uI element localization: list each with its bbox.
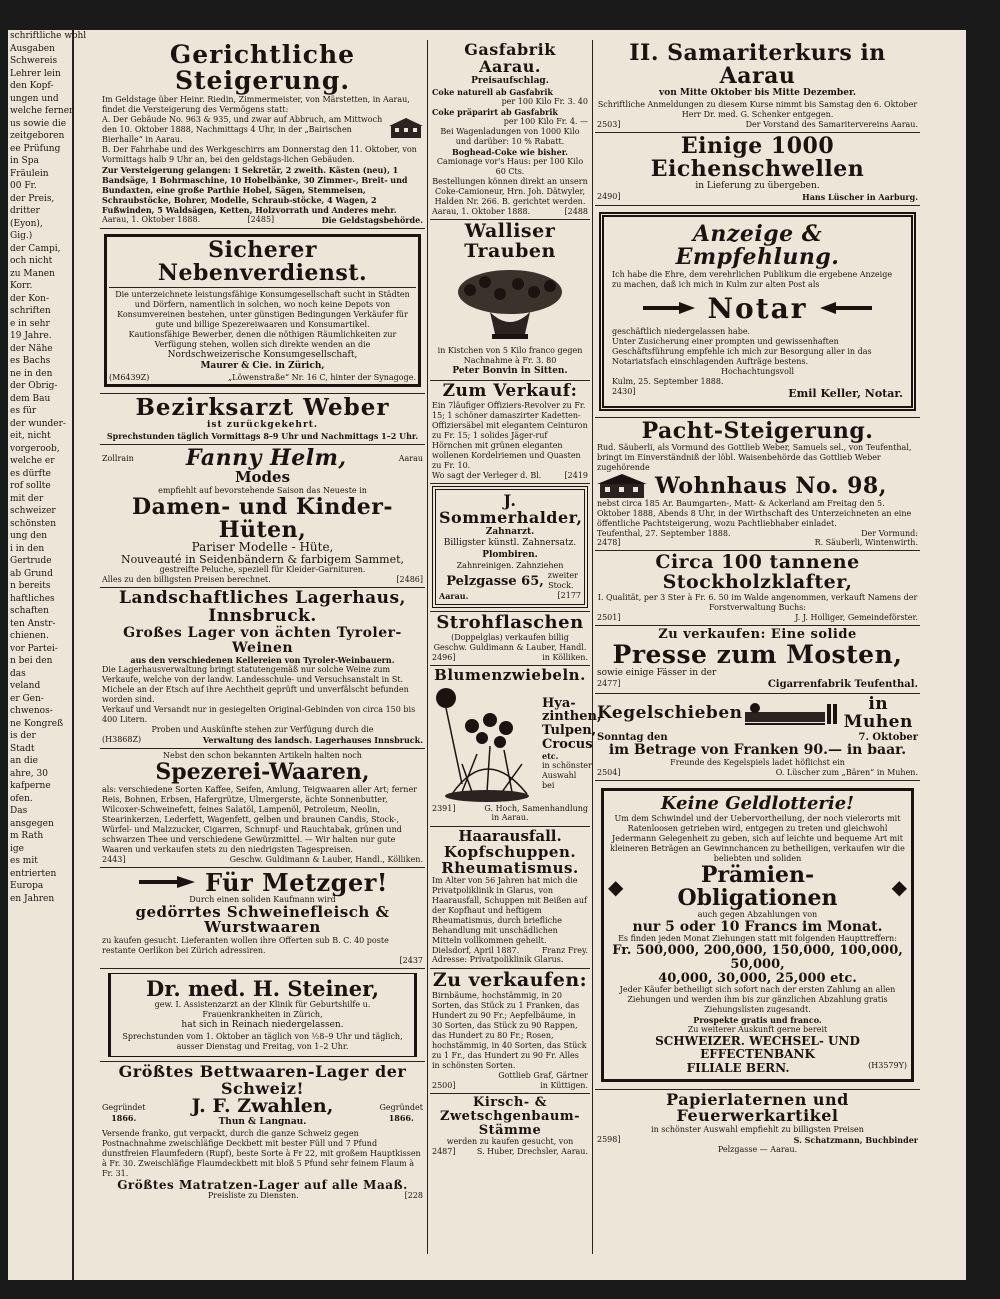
prev-column-line: ung den — [10, 531, 48, 541]
ad-gasfabrik — [430, 40, 590, 220]
ad-text: Proben und Auskünfte stehen zur Verfügung durch die — [151, 725, 374, 735]
ad-ref: [2419 — [564, 471, 588, 481]
ad-year: 1866. — [388, 1113, 414, 1124]
ad-title: in Muhen — [843, 694, 913, 733]
prev-column-line: e in sehr — [10, 318, 50, 329]
prev-column-line: Europa — [10, 881, 44, 891]
ad-text: Gegründet — [379, 1103, 423, 1113]
ad-text: Wo sagt der Verleger d. Bl. — [432, 471, 542, 481]
ad-text: Ich habe die Ehre, dem verehrlichen Publikum die ergebene Anzeige zu machen, daß ich mich in Kulm zur alten Post als — [612, 269, 893, 289]
ad-title: Haarausfall. — [458, 827, 562, 846]
ad-text: nebst circa 185 Ar. Baumgarten-, Matt- & Ackerland am Freitag den 5. Oktober 1888, Abends 8 Uhr, in der Wirthschaft des Unterzeichneten an eine öffentliche Pachtsteigerung, wozu Pachtliebhaber einladet. — [597, 499, 912, 529]
ad-ref: 2477] — [597, 679, 621, 689]
prev-column-line: chwenos- — [10, 706, 53, 716]
prev-column-line: dem Bau — [10, 393, 51, 404]
ad-text: hat sich in Reinach niedergelassen. — [181, 1020, 344, 1031]
prev-column-line: Stadt — [10, 743, 35, 754]
prev-column-line: Fräulein — [10, 168, 49, 179]
prev-column-line: der Kon- — [10, 293, 49, 304]
ad-bank: FILIALE BERN. — [686, 1060, 790, 1075]
ad-text: Bei Wagenladungen von 1000 Kilo und darüber: 10 % Rabatt. — [440, 127, 580, 147]
ad-zu-verkaufen-baeume — [430, 969, 590, 1094]
house-icon — [597, 473, 647, 499]
ad-text: Preisliste zu Diensten. — [207, 1191, 299, 1201]
ad-text: Im Geldstage über Heinr. Riedin, Zimmermeister, von Märstetten, in Aarau, findet die Versteigerung des Vermögens statt: — [102, 94, 410, 114]
ad-text: Billigster künstl. Zahnersatz. — [443, 538, 577, 549]
ad-text: A. Der Gebäude No. 963 & 935, und zwar auf Abbruch, am Mittwoch den 10. Oktober 1888, Nachmittags 4 Uhr, in der „Bairischen Bierhalle“ in Aarau. — [102, 114, 383, 144]
column-right — [595, 40, 920, 1254]
prev-column-line: es für — [10, 406, 37, 416]
ad-title: II. Samariterkurs in Aarau — [629, 40, 886, 90]
ad-firm: Maurer & Cie. in Zürich, — [200, 361, 325, 372]
pointing-hand-right-icon — [641, 299, 697, 317]
prev-column-line: das — [10, 668, 26, 679]
ad-item: Hya- — [542, 695, 576, 711]
ad-text: Sonntag den — [597, 732, 668, 743]
ad-ref: 2503] — [597, 119, 621, 129]
prev-column-line: ab Grund — [10, 568, 53, 579]
ad-samariterkurs — [595, 40, 920, 133]
ad-title: Landschaftliches Lagerhaus, Innsbruck. — [119, 588, 406, 627]
ad-headline: Notar — [707, 291, 808, 325]
ad-kegelschieben — [595, 694, 920, 780]
prev-column-line: dritter — [10, 206, 40, 216]
prev-column-line: schweizer — [10, 506, 56, 516]
ad-text: Sprechstunden täglich Vormittags 8–9 Uhr und Nachmittags 1–2 Uhr. — [106, 431, 419, 442]
ad-title: Spezerei-Waaren, — [155, 759, 370, 786]
ad-title: Dr. med. H. Steiner, — [146, 976, 379, 1002]
prev-column-line: den Kopf- — [10, 81, 54, 91]
ad-text: aus den verschiedenen Kellereien von Tyroler-Weinbauern. — [130, 655, 395, 666]
ad-text: geschäftlich niedergelassen habe. — [612, 326, 751, 336]
column-rule — [592, 40, 593, 1254]
prev-column-line: der Nähe — [10, 343, 53, 354]
ad-text: Schriftliche Anmeldungen zu diesem Kurse nimmt bis Samstag den 6. Oktober Herr Dr. med. G. Schenker entgegen. — [597, 99, 918, 119]
ad-kirsch-staemme — [430, 1094, 590, 1159]
pointing-hand-icon — [137, 872, 197, 892]
prev-column-line: haftliches — [10, 593, 55, 604]
ad-title: Keine Geldlotterie! — [660, 792, 855, 814]
ad-text: in schönster Auswahl — [542, 761, 592, 781]
flowers-icon — [432, 684, 542, 804]
ad-amounts: 40,000, 30,000, 25,000 etc. — [658, 970, 857, 986]
prev-column-line: chienen. — [10, 631, 49, 641]
ad-dr-steiner — [100, 969, 425, 1062]
prev-column-line: 00 Fr. — [10, 181, 37, 191]
ad-title: Kopfschuppen. — [443, 842, 577, 861]
ad-item: etc. — [542, 751, 559, 762]
prev-column-line: welche ferner — [10, 106, 74, 116]
ad-title: Circa 100 tannene Stockholzklafter, — [655, 551, 860, 593]
bowling-alley-icon — [743, 700, 839, 728]
ad-text: Nouveauté in Seidenbändern & farbigem Sammet, — [120, 552, 405, 566]
ad-ref: [2486] — [396, 575, 423, 585]
prev-column-line: (Eyon), — [10, 218, 43, 229]
ad-nebenverdienst — [100, 229, 425, 393]
prev-column-line: veland — [10, 681, 41, 691]
ad-strohflaschen — [430, 612, 590, 666]
ad-haarausfall — [430, 827, 590, 969]
ad-title: Strohflaschen — [436, 612, 584, 634]
ad-place: Thun & Langnau. — [218, 1117, 307, 1128]
ad-item: zinthen, — [542, 709, 602, 725]
ad-ref: 2430] — [612, 386, 636, 396]
ad-signature: Geschw. Guldimann & Lauber, Handl. — [433, 643, 587, 653]
ad-headline: Wohnhaus No. 98, — [655, 472, 887, 499]
ad-subtitle: Zahnarzt. — [485, 526, 535, 537]
ad-year: 1866. — [111, 1113, 137, 1124]
ad-title: Gasfabrik Aarau. — [464, 40, 556, 76]
ad-address: „Löwenstraße“ Nr. 16 C, hinter der Synagoge. — [228, 372, 416, 382]
ad-text: bei — [542, 781, 555, 791]
ad-text: Prospekte gratis und franco. — [693, 1015, 822, 1026]
grapes-basket-icon — [450, 262, 570, 342]
ad-address: Adresse: Privatpoliklinik Glarus. — [432, 955, 564, 965]
ad-place: Aarau. — [439, 591, 469, 602]
ad-signature: Cigarrenfabrik Teufenthal. — [767, 679, 918, 691]
prev-column-line: der wunder- — [10, 418, 66, 429]
ad-ref: [228 — [404, 1191, 423, 1201]
ad-text: (Doppelglas) verkaufen billig — [451, 633, 569, 643]
ad-text: I. Qualität, per 3 Ster à Fr. 6. 50 im Walde angenommen, verkauft Namens der Forstverwaltung Buchs: — [597, 592, 918, 612]
pointing-hand-left-icon — [818, 299, 874, 317]
ad-place: in Küttigen. — [540, 1081, 588, 1091]
prev-column-line: Korr. — [10, 281, 33, 291]
ad-signature: O. Lüscher zum „Bären“ in Muhen. — [775, 767, 918, 777]
ad-text: Zahnreinigen. Zahnziehen — [456, 561, 564, 571]
prev-column-line: es Bachs — [10, 356, 51, 366]
ad-text: Birnbäume, hochstämmig, in 20 Sorten, das Stück zu 1 Franken, das Hundert zu 90 Fr.; Aepfelbäume, in 30 Sorten, das Stück zu 90 Rappen, das Hundert zu 80 Fr.; Rosen, hochstämmig, in 40 Sorten, das Stück zu 1 Fr., das Hundert zu 90 Fr. Alles in schönsten Sorten. — [432, 991, 587, 1071]
ad-title: Gerichtliche Steigerung. — [169, 40, 356, 96]
prev-column-line: Lehrer lein — [10, 68, 61, 79]
ad-ref: (M6439Z) — [109, 372, 150, 382]
column-left — [100, 40, 425, 1254]
ad-title: Pacht-Steigerung. — [641, 417, 874, 444]
prev-column-line: ahre, 30 — [10, 768, 48, 779]
ad-ref: [2488 — [564, 207, 588, 217]
previous-page-column — [8, 30, 87, 1280]
ad-subtitle: in Lieferung zu übergeben. — [695, 180, 820, 191]
prev-column-line: is der — [10, 731, 36, 741]
ad-ref: 2501] — [597, 612, 621, 622]
ad-headline: Prämien-Obligationen — [677, 861, 838, 911]
ad-praemien-obligationen — [595, 781, 920, 1090]
ad-text: Die Lagerhausverwaltung bringt statutengemäß nur solche Weine zum Verkaufe, welche von der landw. Landesschule- und Versuchsanstalt in St. Michele an der Etsch auf ihre Aechtheit geprüft und unverfälscht befunden worden sind. — [102, 665, 409, 705]
ad-date: 7. Oktober — [858, 732, 918, 743]
prev-column-line: kafperne — [10, 781, 51, 791]
prev-column-line: Gertrude — [10, 556, 52, 566]
ad-bettwaaren-lager — [100, 1062, 425, 1204]
ad-text: gestreifte Peluche, speziell für Kleider-Garnituren. — [159, 565, 366, 575]
ad-headline: im Betrage von Franken 90.— in baar. — [608, 742, 907, 758]
prev-column-line: n bereits — [10, 581, 51, 591]
prev-column-line: en Jahren — [10, 893, 55, 904]
ad-lagerhaus-innsbruck — [100, 588, 425, 749]
ad-ref: 2496] — [432, 653, 456, 663]
ad-subtitle: von Mitte Oktober bis Mitte Dezember. — [658, 88, 857, 99]
ad-title: J. Sommerhalder, — [439, 491, 583, 528]
ad-title: Fanny Helm, — [185, 445, 347, 472]
prev-column-line: in Spa — [10, 156, 39, 166]
ad-address: Pelzgasse 65, — [446, 573, 544, 589]
ad-title: Sicherer Nebenverdienst. — [157, 236, 368, 286]
ad-place: in Aarau. — [491, 813, 529, 823]
ad-place: Aarau — [398, 453, 423, 463]
ad-text: werden zu kaufen gesucht, von — [446, 1137, 574, 1147]
prev-column-line: Das — [10, 806, 28, 816]
ad-blumenzwiebeln — [430, 666, 602, 827]
ad-title: Anzeige & Empfehlung. — [675, 221, 840, 271]
ad-title: Zu verkaufen: — [432, 969, 588, 992]
prev-column-line: mit der — [10, 493, 44, 504]
ad-signature: Peter Bonvin in Sitten. — [452, 365, 568, 376]
ad-place: Aarau, 1. Oktober 1888. — [432, 207, 531, 217]
ad-text: Versende franko, gut verpackt, durch die ganze Schweiz gegen Postnachnahme zweischläfige Deckbett mit bester Füll und 7 Pfund dunstfreien Flaumfedern (Rupf), beste Sorte à Fr 22, mit großem Hauptkissen à Fr. 30. Zweischläfige Flaumdeckbett mit bloß 5 Pfund sehr feinem Flaum à Fr. 31. — [102, 1128, 421, 1178]
prev-column-line: 19 Jahre. — [10, 331, 52, 341]
ad-ref: 2443] — [102, 854, 126, 864]
ad-ref: [2437 — [399, 956, 423, 966]
ad-fuer-metzger — [100, 868, 425, 970]
ad-ref: 2598] — [597, 1135, 621, 1145]
ad-price: per 100 Kilo Fr. 3. 40 — [501, 97, 588, 107]
ad-subtitle: Preisaufschlag. — [471, 75, 549, 86]
prev-column-line: rof sollte — [10, 481, 51, 491]
ad-text: Alles zu den billigsten Preisen berechnet. — [102, 575, 271, 585]
ad-text: Coke präparirt ab Gasfabrik — [432, 107, 558, 118]
ad-papierlaternen — [595, 1090, 920, 1159]
ad-signature: Die Geldstagsbehörde. — [321, 214, 423, 225]
ad-text: Plombiren. — [482, 549, 538, 560]
ad-text: Coke naturell ab Gasfabrik — [432, 87, 553, 98]
ad-presse-zum-mosten — [595, 626, 920, 694]
prev-column-line: m Rath — [10, 831, 44, 841]
ad-title: Walliser Trauben — [464, 220, 556, 263]
ad-ref: (H3868Z) — [102, 735, 142, 745]
prev-column-line: och nicht — [10, 256, 53, 266]
ad-amounts: Fr. 500,000, 200,000, 150,000, 100,000, 50,000, — [612, 943, 903, 973]
prev-column-line: i in den — [10, 543, 45, 554]
ad-subtitle: Großes Lager von ächten Tyroler-Weinen — [123, 625, 402, 656]
prev-column-line: eit, nicht — [10, 431, 51, 441]
ad-zahnarzt — [430, 484, 590, 612]
ad-text: Pariser Modelle - Hüte, — [191, 540, 334, 555]
ad-text: Zur Versteigerung gelangen: 1 Sekretär, 2 zweith. Kästen (neu), 1 Bandsäge, 1 Bohrmaschine, 10 Hobelbänke, 30 Zimmer-, Breit- und Bundaxten, eine große Parthie Hobel, Sägen, Stemmeisen, Schraubstöcke, Bohrer, Modelle, Schraub-stöcke, 4 Wagen, 2 Fußwinden, 5 Waldsägen, Ketten, Holzvorrath und Anderes mehr. — [102, 164, 408, 215]
prev-column-line: schönsten — [10, 518, 57, 529]
prev-column-line: er Gen- — [10, 693, 44, 704]
ad-headline: gedörrtes Schweinefleisch & Wurstwaaren — [135, 902, 390, 937]
prev-column-line: schriftliche wohl — [10, 31, 87, 41]
ad-text: zu kaufen gesucht. Lieferanten wollen ihre Offerten sub B. C. 40 poste restante Oerlikon bei Zürich adressiren. — [102, 936, 389, 956]
ad-text: Jeder Käufer betheiligt sich sofort nach der ersten Zahlung an allen Ziehungen und werden ihm bis zur gänzlichen Abzahlung gratis Ziehungslisten zugesandt. — [619, 985, 896, 1015]
ad-signature: G. Hoch, Samenhandlung — [484, 804, 588, 814]
ad-signature: S. Schatzmann, Buchbinder — [793, 1135, 918, 1146]
ad-text: Sprechstunden vom 1. Oktober an täglich von ½8–9 Uhr und täglich, ausser Dienstag und Freitag, von 1–2 Uhr. — [122, 1031, 403, 1051]
prev-column-line: ee Prüfung — [10, 143, 61, 154]
ad-signature: Verwaltung des landsch. Lagerhauses Innsbruck. — [202, 735, 423, 746]
ad-text: sowie einige Fässer in der — [597, 667, 717, 678]
ad-text: Der Vormund: — [861, 529, 918, 539]
ad-signature: Emil Keller, Notar. — [788, 386, 903, 400]
ad-ref: [2177 — [557, 591, 581, 601]
ad-pacht-steigerung — [595, 418, 920, 551]
ad-gerichtliche-steigerung — [100, 40, 425, 229]
building-icon — [389, 117, 423, 139]
ad-title: Für Metzger! — [205, 867, 388, 897]
ad-signature: S. Huber, Drechsler, Aarau. — [476, 1147, 588, 1157]
ad-walliser-trauben — [430, 220, 590, 381]
ad-ref: 2478] — [597, 538, 621, 548]
ad-text: Bestellungen können direkt an unsern Coke-Camioneur, Hrn. Joh. Dätwyler, Halden Nr. 266. B. gerichtet werden. — [432, 177, 588, 207]
ad-address: Zollrain — [102, 453, 134, 463]
ad-text: Ein 7läufiger Offiziers-Revolver zu Fr. 15; 1 schöner damaszirter Kadetten-Offiziersäbel mit elegantem Ceinturon zu Fr. 15; 1 solides Jäger-ruf Hörnchen mit grünen eleganten wollenen Kordelriemen und Quasten zu Fr. 10. — [432, 401, 588, 471]
ad-zum-verkauf — [430, 381, 590, 484]
prev-column-line: der Preis, — [10, 193, 55, 204]
ad-signature: J. J. Holliger, Gemeindeförster. — [795, 612, 918, 622]
ad-title: Zum Verkauf: — [442, 381, 578, 402]
ad-ref: [2485] — [247, 214, 275, 224]
ad-text: Nebst den schon bekannten Artikeln halten noch — [163, 751, 362, 761]
ad-text: auch gegen Abzahlungen von — [697, 909, 818, 919]
prev-column-line: welche er — [10, 456, 55, 466]
prev-column-line: ansgegen — [10, 818, 54, 829]
ad-text: Im Alter von 56 Jahren hat mich die Privatpoliklinik in Glarus, von Haarausfall, Schuppen mit Beißen auf der Kopfhaut und heftigem Rheumatismus, durch briefliche Behandlung mit unschädlichen Mitteln vollkommen geheilt. — [432, 876, 587, 946]
ad-text: Camionage vor's Haus: per 100 Kilo 60 Cts. — [436, 157, 584, 177]
ad-firm: J. F. Zwahlen, — [191, 1095, 334, 1118]
ad-text: B. Der Fahrhabe und des Werkgeschirrs am Donnerstag den 11. Oktober, von Vormittags halb 9 Uhr an, bei den geldstags-lichen Gebäuden. — [102, 144, 417, 164]
prev-column-line: es dürfte — [10, 468, 51, 479]
ad-place: Teufenthal, 27. September 1888. — [597, 529, 731, 539]
ad-place: Kulm, 25. September 1888. — [612, 376, 724, 386]
ad-text: zweiter Stock. — [547, 571, 578, 591]
ad-title: Kirsch- & Zwetschgenbaum-Stämme — [439, 1095, 581, 1138]
ad-title: Presse zum Mosten, — [612, 639, 903, 669]
diamond-icon: ◆ — [891, 874, 907, 899]
prev-column-line: n bei den — [10, 656, 53, 666]
ad-ref: 2391] — [432, 804, 456, 814]
prev-column-line: der Obrig- — [10, 381, 58, 391]
ad-text: Rud. Säuberli, als Vormund des Gottlieb Weber, Samuels sel., von Teufenthal, bringt im Einverständniß der löbl. Waisenbehörde das Gottlieb Weber zugehörende — [597, 443, 912, 473]
ad-signature: Geschw. Guldimann & Lauber, Handl., Kölliken. — [229, 854, 423, 864]
ad-text: ist zurückgekehrt. — [207, 419, 318, 430]
ad-title: Bezirksarzt Weber — [135, 393, 390, 421]
ad-text: empfiehlt auf bevorstehende Saison das Neueste in — [158, 486, 367, 496]
ad-ref: 2487] — [432, 1147, 456, 1157]
ad-text: Boghead-Coke wie bisher. — [452, 147, 568, 158]
ad-ref: 2490] — [597, 192, 621, 202]
ad-text: gew. I. Assistenzarzt an der Klinik für Geburtshilfe u. Frauenkrankheiten in Zürich, — [154, 1000, 371, 1020]
ad-headline: Größtes Matratzen-Lager auf alle Maaß. — [117, 1177, 408, 1192]
ad-address: Pelzgasse — Aarau. — [717, 1145, 798, 1155]
prev-column-line: zeitgeboren — [10, 131, 65, 141]
prev-column-line: schriften — [10, 306, 51, 316]
prev-column-line: Schwereis — [10, 56, 58, 66]
ad-text: Hochachtungsvoll — [720, 366, 795, 376]
ad-bezirksarzt — [100, 393, 425, 446]
ad-title: Größtes Bettwaaren-Lager der Schweiz! — [118, 1061, 407, 1098]
prev-column-line: ne in den — [10, 368, 53, 379]
ad-title: Papierlaternen und Feuerwerkartikel — [666, 1089, 849, 1126]
ad-text: Zu weiterer Auskunft gerne bereit — [687, 1025, 828, 1035]
ad-text: Es finden jeden Monat Ziehungen statt mit folgenden Haupttreffern: — [618, 934, 897, 944]
ad-text: in schönster Auswahl empfiehlt zu billigsten Preisen — [651, 1125, 864, 1135]
prev-column-line: entrierten — [10, 868, 57, 879]
ad-ref: 2504] — [597, 767, 621, 777]
ad-text: in Kistchen von 5 Kilo franco gegen Nachnahme à Fr. 3. 80 — [437, 345, 583, 365]
prev-column-line: ten Anstr- — [10, 618, 56, 629]
ad-ref: 2500] — [432, 1081, 456, 1091]
prev-column-line: ofen. — [10, 793, 33, 804]
ad-signature: R. Säuberli, Wintenwirth. — [814, 538, 918, 548]
ad-text: Um dem Schwindel und der Uebervortheilung, der noch vielerorts mit Ratenloosen getrieben wird, entgegen zu treten und gleichwohl Jedermann Gelegenheit zu geben, sich auf leichte und bequeme Art mit kleineren Beträgen an Gewinnchancen zu betheiligen, verkaufen wir die beliebten und soliden — [610, 813, 905, 863]
ad-text: als: verschiedene Sorten Kaffee, Seifen, Amlung, Teigwaaren aller Art; ferner Reis, Bohnen, Erbsen, Hafergrütze, Ulmergerste, ächte Sonnenbutter, Wilcoxer-Schweinefett, feines Salatöl, Lampenöl, Petroleum, Neolin, Stearinkerzen, Lederfett, Wagenfett, gelben und braunen Candis, Stock-, Würfel- und Malzzucker, Cigarren, Schnupf- und Rauchtabak, grünen und schwarzen Thee und verschiedene Gewürzmittel. — Wir halten nur gute Waaren und verkaufen stets zu den niedrigsten Tagespreisen. — [102, 784, 417, 854]
ad-item: Crocus — [542, 736, 593, 752]
ad-title: Rheumatismus. — [441, 858, 579, 877]
ad-place: Aarau, 1. Oktober 1888. — [102, 214, 201, 224]
ad-eichenschwellen — [595, 133, 920, 207]
ad-signature: Gottlieb Graf, Gärtner — [498, 1071, 588, 1081]
prev-column-line: ige — [10, 843, 24, 854]
ad-title: Blumenzwiebeln. — [434, 666, 586, 685]
prev-column-line: vorgeroob, — [10, 443, 60, 454]
ad-signature: Dielsdorf, April 1887. — [432, 946, 520, 956]
prev-column-line: der Campi, — [10, 243, 61, 254]
ad-text: Durch einen soliden Kaufmann wird — [189, 894, 336, 904]
ad-firm: Nordschweizerische Konsumgesellschaft, — [167, 349, 358, 360]
ad-text: Verkauf und Versandt nur in gesiegelten Original-Gebinden von circa 150 bis 400 Litern. — [102, 705, 416, 725]
ad-text: Freunde des Kegelspiels ladet höflichst ein — [670, 757, 845, 767]
ad-text: Gegründet — [102, 1103, 146, 1113]
ad-text: Zu verkaufen: Eine solide — [658, 626, 857, 642]
ad-stockholzklafter — [595, 551, 920, 626]
prev-column-line: zu Manen — [10, 268, 55, 279]
ad-bank: SCHWEIZER. WECHSEL- UND EFFECTENBANK — [655, 1034, 860, 1061]
prev-column-line: ungen und — [10, 93, 59, 104]
ad-text: nur 5 oder 10 Francs im Monat. — [632, 918, 883, 935]
ad-notar — [595, 206, 920, 418]
ad-price: per 100 Kilo Fr. 4. — — [503, 117, 588, 127]
ad-text: Kautionsfähige Bewerber, denen die nöthigen Räumlichkeiten zur Verfügung stehen, wollen sich direkte wenden an die — [128, 329, 397, 349]
prev-column-line: us sowie die — [10, 118, 67, 129]
ad-signature: Der Vorstand des Samaritervereins Aarau. — [745, 119, 918, 129]
prev-column-line: Ausgaben — [10, 43, 55, 54]
prev-column-line: ne Kongreß — [10, 718, 64, 729]
ad-ref: (H3579Y) — [868, 1060, 907, 1070]
ad-place: in Kölliken. — [542, 653, 588, 663]
ad-signature: Franz Frey. — [541, 946, 588, 956]
prev-column-line: vor Partei- — [10, 643, 58, 654]
diamond-icon: ◆ — [608, 874, 624, 899]
prev-column-line: schaften — [10, 606, 49, 616]
column-middle — [430, 40, 602, 1254]
ad-signature: Hans Lüscher in Aarburg. — [802, 192, 918, 203]
ad-fanny-helm — [100, 445, 425, 588]
ad-spezerei-waaren — [100, 749, 425, 867]
ad-title: Einige 1000 Eichenschwellen — [650, 132, 865, 182]
ad-text: Die unterzeichnete leistungsfähige Konsumgesellschaft sucht in Städten und Dörfern, namentlich in solchen, wo noch keine Depots von Konsumvereinen bestehen, unter günstigen Bedingungen Verkäufer für gute und billige Spezereiwaaren und Konsumartikel. — [115, 289, 410, 329]
ad-title: Kegelschieben — [597, 703, 743, 724]
ad-text: Modes — [234, 468, 291, 487]
ad-item: Tulpen, — [542, 723, 597, 739]
ad-text: Unter Zusicherung einer prompten und gewissenhaften Geschäftsführung empfehle ich mich zur Besorgung aller in das Notariatsfach einschlagenden Aufträge bestens. — [612, 336, 872, 366]
column-rule — [427, 40, 428, 1254]
prev-column-line: an die — [10, 756, 38, 766]
prev-column-line: Gig.) — [10, 231, 33, 241]
prev-column-line: es mit — [10, 856, 38, 866]
ad-headline: Damen- und Kinder-Hüten, — [131, 494, 393, 544]
